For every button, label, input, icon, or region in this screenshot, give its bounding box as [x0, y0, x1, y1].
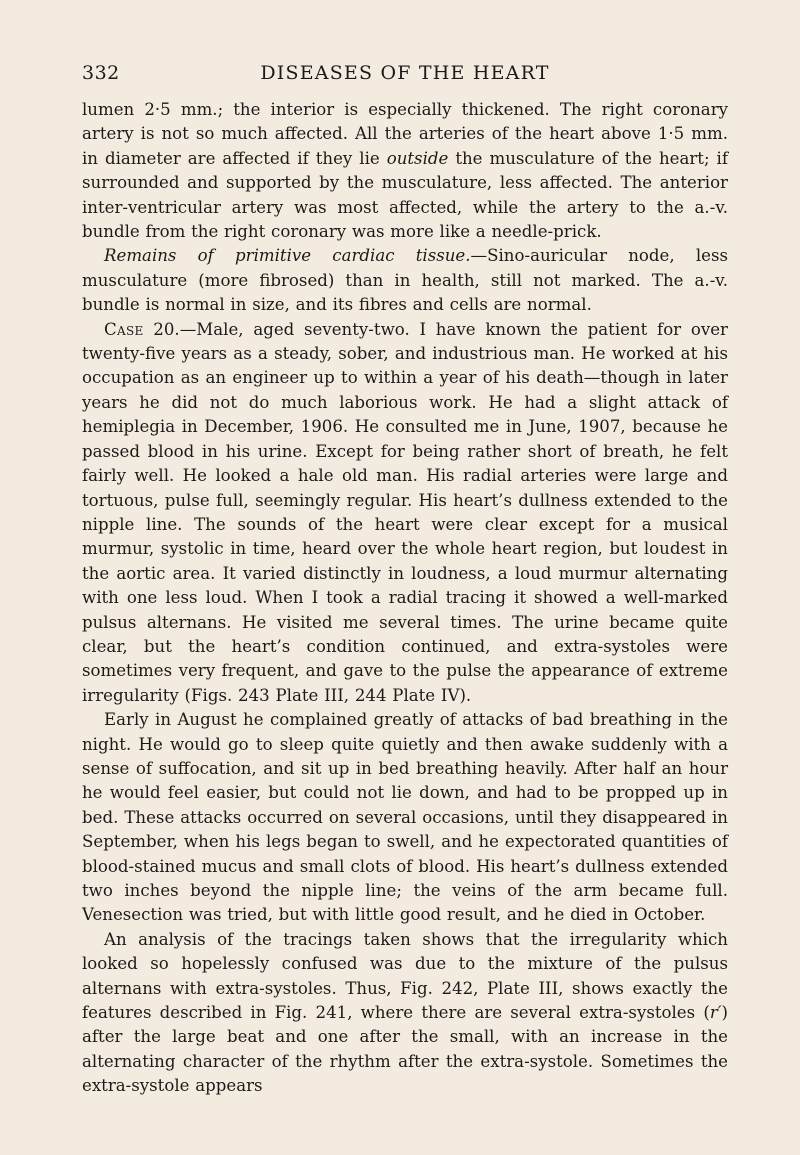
section-heading-remains: Remains of primitive cardiac tissue. [104, 246, 471, 266]
paragraph-text: —Sino-auricular node, less musculature (more fibrosed) than in health, still not marked. The a.-v. bundle is normal in size, and its fibres and cells are normal. [82, 246, 728, 315]
paragraph-text: An analysis of the tracings taken shows that the irregularity which looked so hopelessly confused was due to the mixture of the pulsus alternans with extra-systoles. Thus, Fig. 242, Plate III, shows exactly the features described in Fig. 241, where there are several extra-systoles ( [82, 929, 728, 1023]
page-number: 332 [82, 62, 120, 84]
paragraph-text: lumen 2·5 mm.; the interior is especially thickened. The right coronary artery is not so much affected. All the arteries of the heart above 1·5 mm. in diameter are affected if they lie [82, 100, 728, 168]
paragraph-analysis [82, 928, 728, 1099]
running-title: DISEASES OF THE HEART [260, 62, 550, 84]
case-label: Case [104, 319, 144, 339]
paragraph-august [82, 708, 728, 928]
paragraph-case-20 [82, 318, 728, 709]
paragraph-text: the musculature of the heart; if surrounded and supported by the musculature, less affected. The anterior inter-ventricular artery was most affected, while the artery to the a.-v. bundle from the right coronary was more like a needle-prick. [82, 148, 729, 242]
paragraph-arteries [82, 98, 728, 244]
emphasis-outside: outside [386, 148, 449, 168]
paragraph-remains [82, 244, 728, 317]
paragraph-text: Early in August he complained greatly of attacks of bad breathing in the night. He would go to sleep quite quietly and then awake suddenly with a sense of suffocation, and sit up in bed breathing heavily. After half an hour he would feel easier, but could not lie down, and had to be propped up in bed. These attacks occurred on several occasions, until they disappeared in September, when his legs began to swell, and he expectorated quantities of blood-stained mucus and small clots of blood. His heart’s dullness extended two inches beyond the nipple line; the veins of the arm became full. Venesection was tried, but with little good result, and he died in October. [82, 710, 728, 925]
body-text [82, 98, 728, 1099]
paragraph-text: 20.—Male, aged seventy-two. I have known the patient for over twenty-five years as a steady, sober, and industrious man. He worked at his occupation as an engineer up to within a year of his death—though in later years he did not do much laborious work. He had a slight attack of hemiplegia in December, 1906. He consulted me in June, 1907, because he passed blood in his urine. Except for being rather short of breath, he felt fairly well. He looked a hale old man. His radial arteries were large and tortuous, pulse full, seemingly regular. His heart’s dullness extended to the nipple line. The sounds of the heart were clear except for a musical murmur, systolic in time, heard over the whole heart region, but loudest in the aortic area. It varied distinctly in loudness, a loud murmur alternating with one less loud. When I took a radial tracing it showed a well-marked pulsus alternans. He visited me several times. The urine became quite clear, but the heart’s condition continued, and extra-systoles were sometimes very frequent, and gave to the pulse the appearance of extreme irregularity (Figs. 243 Plate III, 244 Plate IV). [82, 319, 728, 705]
emphasis-r-prime: r′ [709, 1003, 722, 1023]
running-head [82, 62, 728, 90]
paragraph-text: ) after the large beat and one after the small, with an increase in the alternating character of the rhythm after the extra-systole. Sometimes the extra-systole appears [82, 1003, 728, 1096]
